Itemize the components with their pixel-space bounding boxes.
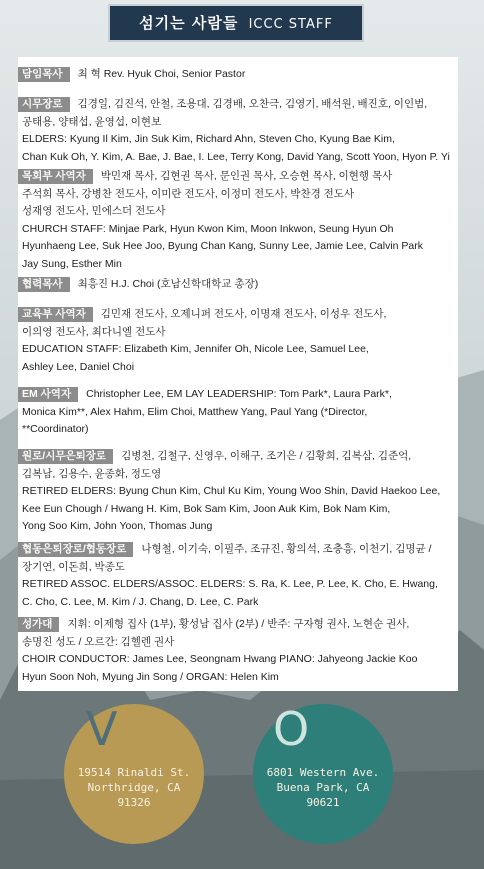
section-tag: 성가대 (18, 617, 59, 632)
section-line: CHURCH STAFF: Minjae Park, Hyun Kwon Kim, Moon Inkwon, Seung Hyun Oh (22, 222, 394, 235)
address-line: 6801 Western Ave. (266, 766, 380, 779)
section-line: ELDERS: Kyung Il Kim, Jin Suk Kim, Richard Ahn, Steven Cho, Kyung Bae Kim, (22, 133, 395, 145)
section-line: Monica Kim**, Alex Hahm, Elim Choi, Matthew Yang, Paul Yang (*Director, (22, 405, 368, 418)
section-line: Hyunhaeng Lee, Suk Hee Joo, Byung Chan Kang, Sunny Lee, Jamie Lee, Calvin Park (22, 240, 424, 252)
section-line: 송명진 성도 / 오르간: 김헬렌 권사 (22, 635, 175, 648)
section-elders (18, 96, 458, 166)
section-em-staff (18, 386, 458, 439)
section-line: Hyun Soon Noh, Myung Jin Song / ORGAN: Helen Kim (22, 670, 279, 683)
section-line: Kee Eun Chough / Hwang H. Kim, Bok Sam Kim, Joon Auk Kim, Bok Nam Kim, (22, 502, 391, 515)
section-tag: 협력목사 (18, 277, 70, 292)
section-line: EDUCATION STAFF: Elizabeth Kim, Jennifer Oh, Nicole Lee, Samuel Lee, (22, 343, 369, 355)
section-line: RETIRED ASSOC. ELDERS/ASSOC. ELDERS: S. Ra, K. Lee, P. Lee, K. Cho, E. Hwang, (22, 578, 438, 590)
section-line: 최흥진 H.J. Choi (호남신학대학교 총장) (77, 278, 259, 290)
address-line: 19514 Rinaldi St. (77, 766, 191, 779)
section-line: RETIRED ELDERS: Byung Chun Kim, Chul Ku Kim, Young Woo Shin, David Haekoo Lee, (22, 485, 441, 497)
section-line: 지휘: 이제형 집사 (1부), 황성남 집사 (2부) / 반주: 구자형 권사, 노현순 권사, (67, 618, 410, 630)
section-tag: 시무장로 (18, 97, 70, 112)
header-title-ko: 섬기는 사람들 (139, 14, 239, 32)
section-line: **Coordinator) (22, 423, 89, 435)
section-line: Ashley Lee, Daniel Choi (22, 360, 135, 373)
section-tag: 목회부 사역자 (18, 169, 93, 184)
section-tag: 원로/시무은퇴장로 (18, 449, 113, 464)
section-line: 나형철, 이기숙, 이필주, 조규진, 황의석, 조충흥, 이천기, 김명균 / (141, 543, 432, 555)
section-line: 김민재 전도사, 오제니퍼 전도사, 이명재 전도사, 이성우 전도사, (100, 308, 387, 320)
location-circle-buena-park (253, 704, 393, 844)
section-line: 이의영 전도사, 최다니엘 전도사 (22, 325, 166, 338)
section-line: C. Cho, C. Lee, M. Kim / J. Chang, D. Lee, C. Park (22, 595, 259, 608)
section-choir (18, 616, 458, 686)
section-senior-pastor (18, 66, 458, 84)
campus-letter: O (273, 702, 310, 756)
section-assoc-elders (18, 541, 458, 611)
section-line: 장기연, 이돈희, 박종도 (22, 560, 125, 573)
section-line: 박민재 목사, 김현권 목사, 문인권 목사, 오승현 목사, 이현행 목사 (100, 170, 393, 182)
section-line: 김병천, 김철구, 신영우, 이해구, 조기은 / 김황희, 김복삼, 김준억, (121, 450, 412, 462)
location-circle-northridge (64, 704, 204, 844)
address-block (253, 765, 393, 810)
section-church-staff (18, 168, 458, 273)
section-line: 김경일, 김진석, 안철, 조용대, 김경배, 오찬극, 김영기, 배석원, 배진호, 이인범, (77, 98, 428, 110)
campus-letter: V (86, 702, 118, 756)
section-line: 김복남, 김용수, 윤종화, 정도영 (22, 467, 162, 480)
address-line: 90621 (306, 796, 340, 809)
section-line: 공태용, 양태섭, 윤영섭, 이현보 (22, 115, 162, 128)
section-line: 성재영 전도사, 민에스더 전도사 (22, 205, 166, 217)
page-header (108, 4, 364, 42)
section-line: 주석희 목사, 강병찬 전도사, 이미란 전도사, 이정미 전도사, 박찬경 전도사 (22, 187, 355, 200)
section-tag: EM 사역자 (18, 387, 78, 402)
address-block (64, 765, 204, 810)
section-line: Jay Sung, Esther Min (22, 257, 122, 270)
address-line: Buena Park, CA (276, 781, 370, 794)
section-line: Chan Kuk Oh, Y. Kim, A. Bae, J. Bae, I. Lee, Terry Kong, David Yang, Scott Yoon, Hyon P. Yi (22, 150, 450, 163)
section-retired-elders (18, 448, 458, 536)
section-tag: 담임목사 (18, 67, 70, 82)
section-tag: 협동은퇴장로/협동장로 (18, 542, 133, 557)
section-tag: 교육부 사역자 (18, 307, 93, 322)
address-line: 91326 (117, 796, 151, 809)
section-education-staff (18, 306, 458, 376)
section-line: 최 혁 Rev. Hyuk Choi, Senior Pastor (77, 68, 246, 80)
section-line: CHOIR CONDUCTOR: James Lee, Seongnam Hwang PIANO: Jahyeong Jackie Koo (22, 653, 418, 665)
section-line: Christopher Lee, EM LAY LEADERSHIP: Tom Park*, Laura Park*, (86, 388, 392, 400)
staff-panel (18, 57, 458, 691)
address-line: Northridge, CA (87, 781, 181, 794)
section-associate-pastor (18, 276, 458, 294)
header-title-en: ICCC STAFF (248, 17, 333, 32)
section-line: Yong Soo Kim, John Yoon, Thomas Jung (22, 520, 213, 532)
